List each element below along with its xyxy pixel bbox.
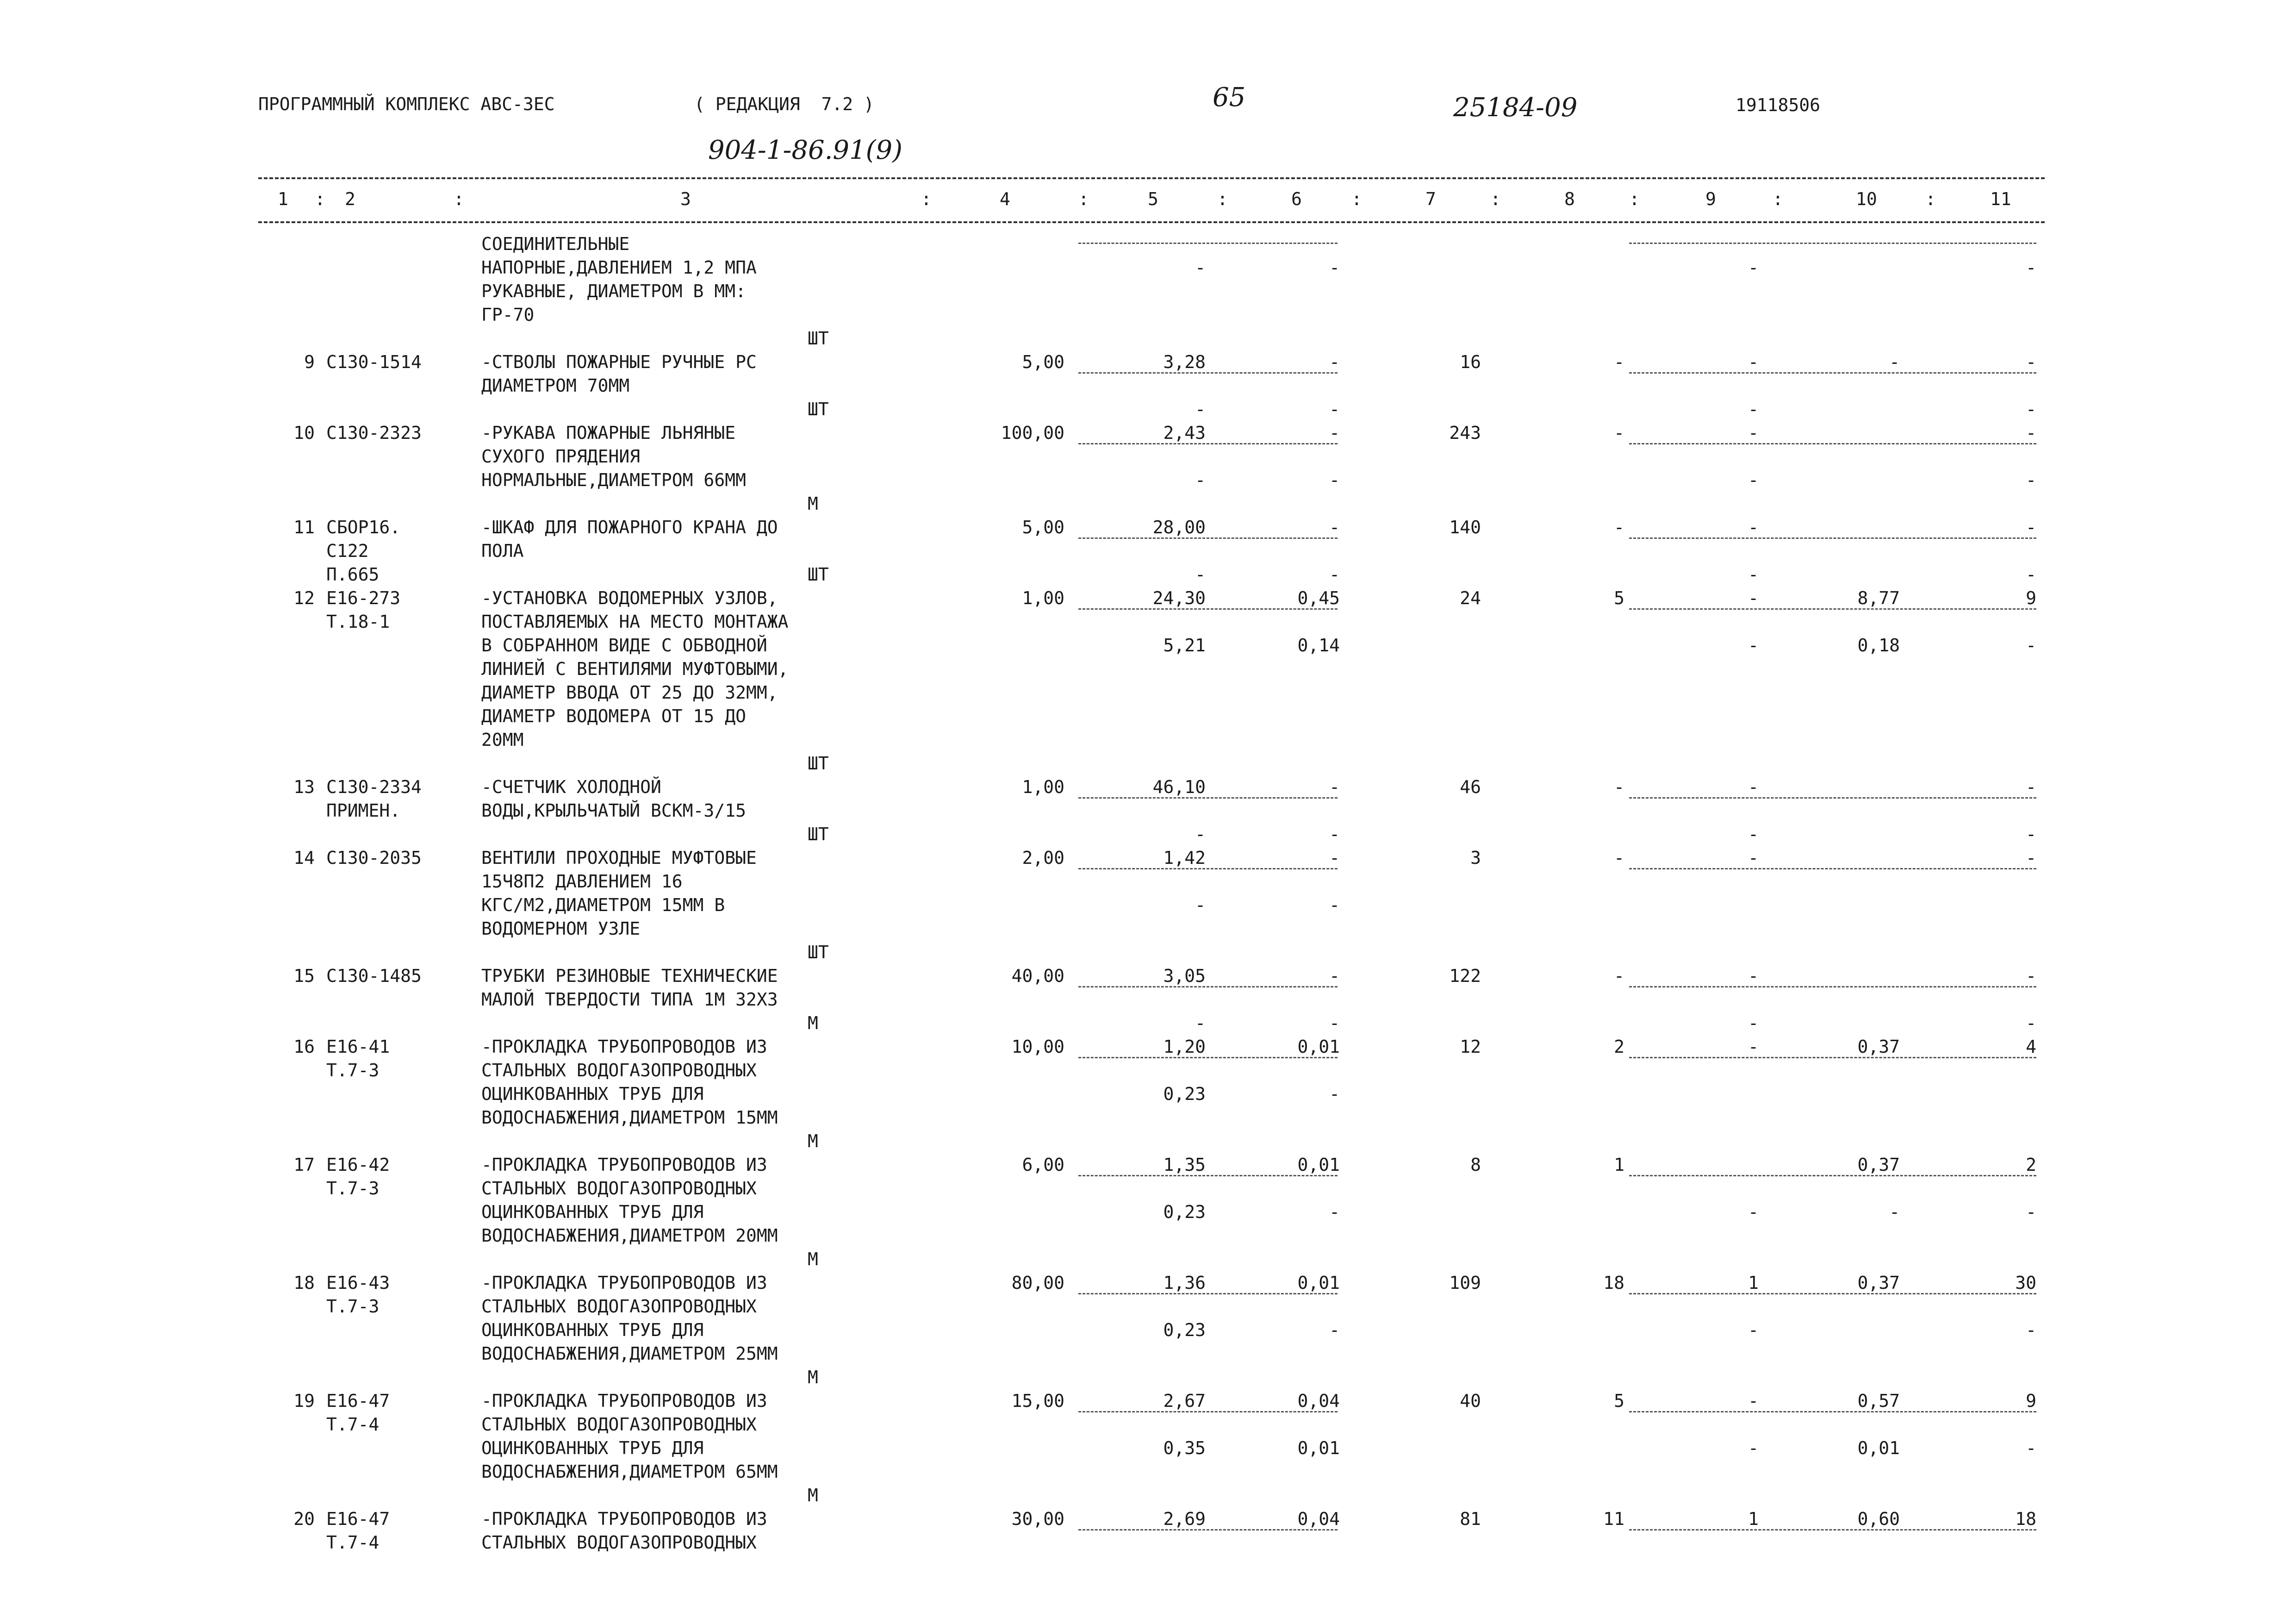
- value-cell-9: -: [1748, 517, 1759, 537]
- sub-rule: [1629, 986, 2036, 987]
- value-cell-5: 0,23: [1163, 1202, 1206, 1222]
- value-cell-9: -: [1748, 824, 1759, 844]
- value-cell-5: 3,28: [1163, 352, 1206, 372]
- description-line: 15Ч8П2 ДАВЛЕНИЕМ 16: [481, 871, 683, 892]
- rate-code: Е16-42: [326, 1155, 390, 1175]
- row-number: 19: [293, 1391, 315, 1411]
- value-cell-6: 0,45: [1297, 588, 1340, 608]
- header-rule-top: [258, 177, 2045, 179]
- rate-code: С130-2334: [326, 777, 422, 797]
- description-line: М: [808, 493, 818, 514]
- value-cell-11: -: [2026, 777, 2036, 797]
- sub-rule: [1078, 1529, 1338, 1530]
- column-separator: :: [1629, 189, 1640, 209]
- description-line: НАПОРНЫЕ,ДАВЛЕНИЕМ 1,2 МПА: [481, 257, 757, 278]
- sub-rule: [1629, 443, 2036, 444]
- value-cell-8: -: [1614, 517, 1624, 537]
- rate-code: СБОР16.: [326, 517, 401, 537]
- value-cell-6: -: [1329, 824, 1340, 844]
- program-title: ПРОГРАММНЫЙ КОМПЛЕКС АВС-ЗЕС: [258, 94, 555, 114]
- sub-rule: [1629, 1293, 2036, 1294]
- column-separator: :: [1490, 189, 1501, 209]
- doc-code: 25184-09: [1453, 93, 1578, 123]
- rate-code: Т.7-4: [326, 1532, 380, 1553]
- value-cell-11: -: [2026, 1202, 2036, 1222]
- value-cell-11: -: [2026, 352, 2036, 372]
- rate-code: П.665: [326, 564, 380, 585]
- row-number: 16: [293, 1037, 315, 1057]
- description-line: ВОДОСНАБЖЕНИЯ,ДИАМЕТРОМ 20ММ: [481, 1225, 778, 1246]
- value-cell-10: 0,37: [1857, 1037, 1900, 1057]
- value-cell-6: -: [1329, 777, 1340, 797]
- value-cell-5: -: [1195, 564, 1206, 585]
- description-line: ДИАМЕТРОМ 70ММ: [481, 375, 630, 396]
- sub-rule: [1078, 1057, 1338, 1058]
- quantity-cell: 100,00: [1001, 423, 1064, 443]
- description-line: М: [808, 1249, 818, 1269]
- sub-rule: [1629, 797, 2036, 799]
- value-cell-7: 109: [1449, 1273, 1481, 1293]
- description-line: -ПРОКЛАДКА ТРУБОПРОВОДОВ ИЗ: [481, 1509, 767, 1529]
- rate-code: Е16-41: [326, 1037, 390, 1057]
- sub-rule: [1078, 1293, 1338, 1294]
- row-number: 12: [293, 588, 315, 608]
- value-cell-5: 0,23: [1163, 1084, 1206, 1104]
- value-cell-9: -: [1748, 470, 1759, 490]
- description-line: СТАЛЬНЫХ ВОДОГАЗОПРОВОДНЫХ: [481, 1414, 757, 1435]
- row-number: 10: [293, 423, 315, 443]
- value-cell-5: 2,43: [1163, 423, 1206, 443]
- rate-code: ПРИМЕН.: [326, 800, 401, 821]
- value-cell-6: -: [1329, 352, 1340, 372]
- rate-code: Т.18-1: [326, 612, 390, 632]
- value-cell-10: 0,37: [1857, 1155, 1900, 1175]
- row-number: 18: [293, 1273, 315, 1293]
- sub-rule: [1629, 608, 2036, 610]
- description-line: ШТ: [808, 753, 829, 774]
- value-cell-7: 24: [1460, 588, 1481, 608]
- value-cell-7: 40: [1460, 1391, 1481, 1411]
- value-cell-8: -: [1614, 848, 1624, 868]
- value-cell-5: 28,00: [1152, 517, 1206, 537]
- description-line: М: [808, 1367, 818, 1387]
- rate-code: Т.7-3: [326, 1178, 380, 1199]
- row-number: 13: [293, 777, 315, 797]
- description-line: -ПРОКЛАДКА ТРУБОПРОВОДОВ ИЗ: [481, 1391, 767, 1411]
- value-cell-5: -: [1195, 257, 1206, 278]
- quantity-cell: 30,00: [1011, 1509, 1064, 1529]
- description-line: ОЦИНКОВАННЫХ ТРУБ ДЛЯ: [481, 1202, 704, 1222]
- value-cell-10: 0,01: [1857, 1438, 1900, 1458]
- description-line: ШТ: [808, 564, 829, 585]
- value-cell-5: 0,23: [1163, 1320, 1206, 1340]
- sub-rule: [1629, 1529, 2036, 1530]
- value-cell-10: 8,77: [1857, 588, 1900, 608]
- value-cell-9: -: [1748, 1037, 1759, 1057]
- description-line: КГС/М2,ДИАМЕТРОМ 15ММ В: [481, 895, 725, 915]
- sub-rule: [1078, 1411, 1338, 1412]
- value-cell-5: 5,21: [1163, 635, 1206, 656]
- value-cell-10: 0,57: [1857, 1391, 1900, 1411]
- description-line: ТРУБКИ РЕЗИНОВЫЕ ТЕХНИЧЕСКИЕ: [481, 966, 778, 986]
- value-cell-10: 0,18: [1857, 635, 1900, 656]
- description-line: ВОДОСНАБЖЕНИЯ,ДИАМЕТРОМ 25ММ: [481, 1343, 778, 1364]
- description-line: МАЛОЙ ТВЕРДОСТИ ТИПА 1М 32Х3: [481, 989, 778, 1010]
- sub-rule: [1078, 537, 1338, 539]
- description-line: ДИАМЕТР ВОДОМЕРА ОТ 15 ДО: [481, 706, 746, 726]
- value-cell-9: -: [1748, 423, 1759, 443]
- column-header-7: 7: [1425, 189, 1436, 209]
- value-cell-11: -: [2026, 1438, 2036, 1458]
- value-cell-6: 0,01: [1297, 1438, 1340, 1458]
- row-number: 14: [293, 848, 315, 868]
- column-header-2: 2: [345, 189, 355, 209]
- value-cell-8: 5: [1614, 588, 1624, 608]
- value-cell-11: -: [2026, 257, 2036, 278]
- description-line: ПОЛА: [481, 541, 524, 561]
- description-line: НОРМАЛЬНЫЕ,ДИАМЕТРОМ 66ММ: [481, 470, 746, 490]
- value-cell-6: -: [1329, 1013, 1340, 1033]
- description-line: -ПРОКЛАДКА ТРУБОПРОВОДОВ ИЗ: [481, 1155, 767, 1175]
- value-cell-9: -: [1748, 777, 1759, 797]
- rate-code: С130-2323: [326, 423, 422, 443]
- value-cell-11: -: [2026, 966, 2036, 986]
- quantity-cell: 1,00: [1022, 777, 1064, 797]
- column-separator: :: [1773, 189, 1783, 209]
- value-cell-10: -: [1889, 1202, 1900, 1222]
- value-cell-11: -: [2026, 470, 2036, 490]
- column-header-1: 1: [278, 189, 288, 209]
- quantity-cell: 1,00: [1022, 588, 1064, 608]
- column-separator: :: [454, 189, 464, 209]
- column-header-5: 5: [1148, 189, 1158, 209]
- value-cell-8: -: [1614, 423, 1624, 443]
- description-line: М: [808, 1013, 818, 1033]
- rate-code: Т.7-4: [326, 1414, 380, 1435]
- description-line: М: [808, 1485, 818, 1505]
- value-cell-9: -: [1748, 352, 1759, 372]
- column-header-8: 8: [1564, 189, 1575, 209]
- description-line: РУКАВНЫЕ, ДИАМЕТРОМ В ММ:: [481, 281, 746, 301]
- value-cell-11: 9: [2026, 1391, 2036, 1411]
- value-cell-6: 0,01: [1297, 1037, 1340, 1057]
- value-cell-11: 4: [2026, 1037, 2036, 1057]
- sub-rule: [1629, 1411, 2036, 1412]
- value-cell-11: -: [2026, 848, 2036, 868]
- description-line: ВОДЫ,КРЫЛЬЧАТЫЙ ВСКМ-3/15: [481, 800, 746, 821]
- description-line: СУХОГО ПРЯДЕНИЯ: [481, 446, 641, 467]
- description-line: ШТ: [808, 942, 829, 962]
- value-cell-6: -: [1329, 848, 1340, 868]
- description-line: В СОБРАННОМ ВИДЕ С ОБВОДНОЙ: [481, 635, 767, 656]
- value-cell-11: -: [2026, 517, 2036, 537]
- column-header-11: 11: [1990, 189, 2011, 209]
- sub-rule: [1078, 868, 1338, 869]
- sub-rule: [1078, 608, 1338, 610]
- value-cell-9: -: [1748, 966, 1759, 986]
- sub-rule: [1629, 868, 2036, 869]
- sub-rule: [1629, 372, 2036, 374]
- value-cell-5: 1,36: [1163, 1273, 1206, 1293]
- value-cell-5: 46,10: [1152, 777, 1206, 797]
- description-line: ДИАМЕТР ВВОДА ОТ 25 ДО 32ММ,: [481, 682, 778, 703]
- value-cell-7: 122: [1449, 966, 1481, 986]
- value-cell-6: -: [1329, 470, 1340, 490]
- value-cell-6: 0,04: [1297, 1391, 1340, 1411]
- value-cell-5: -: [1195, 1013, 1206, 1033]
- quantity-cell: 5,00: [1022, 517, 1064, 537]
- value-cell-5: -: [1195, 470, 1206, 490]
- column-header-3: 3: [680, 189, 691, 209]
- quantity-cell: 15,00: [1011, 1391, 1064, 1411]
- page-number: 65: [1213, 82, 1246, 112]
- sub-rule: [1078, 986, 1338, 987]
- description-line: -УСТАНОВКА ВОДОМЕРНЫХ УЗЛОВ,: [481, 588, 778, 608]
- value-cell-9: -: [1748, 1438, 1759, 1458]
- value-cell-8: 2: [1614, 1037, 1624, 1057]
- value-cell-6: -: [1329, 1084, 1340, 1104]
- edition-label: ( РЕДАКЦИЯ 7.2 ): [694, 94, 874, 114]
- value-cell-6: 0,01: [1297, 1155, 1340, 1175]
- column-separator: :: [1217, 189, 1228, 209]
- column-header-6: 6: [1291, 189, 1302, 209]
- description-line: ОЦИНКОВАННЫХ ТРУБ ДЛЯ: [481, 1084, 704, 1104]
- column-separator: :: [1078, 189, 1089, 209]
- description-line: -РУКАВА ПОЖАРНЫЕ ЛЬНЯНЫЕ: [481, 423, 736, 443]
- value-cell-11: 18: [2015, 1509, 2036, 1529]
- value-cell-10: 0,60: [1857, 1509, 1900, 1529]
- value-cell-7: 81: [1460, 1509, 1481, 1529]
- value-cell-7: 46: [1460, 777, 1481, 797]
- description-line: ЛИНИЕЙ С ВЕНТИЛЯМИ МУФТОВЫМИ,: [481, 659, 789, 679]
- rate-code: С122: [326, 541, 369, 561]
- value-cell-8: 5: [1614, 1391, 1624, 1411]
- value-cell-6: -: [1329, 423, 1340, 443]
- value-cell-5: -: [1195, 895, 1206, 915]
- value-cell-6: 0,01: [1297, 1273, 1340, 1293]
- value-cell-11: 9: [2026, 588, 2036, 608]
- rate-code: С130-2035: [326, 848, 422, 868]
- value-cell-5: 24,30: [1152, 588, 1206, 608]
- column-header-10: 10: [1856, 189, 1877, 209]
- row-number: 17: [293, 1155, 315, 1175]
- sub-rule: [1629, 243, 2036, 244]
- value-cell-9: -: [1748, 1320, 1759, 1340]
- value-cell-7: 3: [1470, 848, 1481, 868]
- value-cell-9: -: [1748, 1202, 1759, 1222]
- value-cell-9: -: [1748, 635, 1759, 656]
- value-cell-6: -: [1329, 895, 1340, 915]
- description-line: ВЕНТИЛИ ПРОХОДНЫЕ МУФТОВЫЕ: [481, 848, 757, 868]
- description-line: -СТВОЛЫ ПОЖАРНЫЕ РУЧНЫЕ РС: [481, 352, 757, 372]
- value-cell-9: -: [1748, 1391, 1759, 1411]
- value-cell-7: 16: [1460, 352, 1481, 372]
- value-cell-9: -: [1748, 588, 1759, 608]
- value-cell-8: -: [1614, 777, 1624, 797]
- row-number: 20: [293, 1509, 315, 1529]
- description-line: ОЦИНКОВАННЫХ ТРУБ ДЛЯ: [481, 1320, 704, 1340]
- value-cell-9: -: [1748, 564, 1759, 585]
- sub-rule: [1078, 443, 1338, 444]
- description-line: 20ММ: [481, 730, 524, 750]
- value-cell-5: 1,42: [1163, 848, 1206, 868]
- value-cell-5: 1,35: [1163, 1155, 1206, 1175]
- value-cell-5: 0,35: [1163, 1438, 1206, 1458]
- quantity-cell: 10,00: [1011, 1037, 1064, 1057]
- description-line: СТАЛЬНЫХ ВОДОГАЗОПРОВОДНЫХ: [481, 1060, 757, 1081]
- sub-rule: [1078, 243, 1338, 244]
- value-cell-5: 1,20: [1163, 1037, 1206, 1057]
- rate-code: Е16-273: [326, 588, 401, 608]
- description-line: СОЕДИНИТЕЛЬНЫЕ: [481, 234, 630, 254]
- description-line: -ПРОКЛАДКА ТРУБОПРОВОДОВ ИЗ: [481, 1037, 767, 1057]
- description-line: ВОДОСНАБЖЕНИЯ,ДИАМЕТРОМ 15ММ: [481, 1107, 778, 1128]
- value-cell-8: 1: [1614, 1155, 1624, 1175]
- value-cell-7: 140: [1449, 517, 1481, 537]
- value-cell-11: -: [2026, 399, 2036, 419]
- rate-code: Т.7-3: [326, 1296, 380, 1317]
- sub-rule: [1078, 797, 1338, 799]
- description-line: ПОСТАВЛЯЕМЫХ НА МЕСТО МОНТАЖА: [481, 612, 789, 632]
- quantity-cell: 6,00: [1022, 1155, 1064, 1175]
- value-cell-9: -: [1748, 399, 1759, 419]
- value-cell-11: -: [2026, 1320, 2036, 1340]
- rate-code: С130-1514: [326, 352, 422, 372]
- row-number: 15: [293, 966, 315, 986]
- sub-rule: [1078, 372, 1338, 374]
- value-cell-6: 0,14: [1297, 635, 1340, 656]
- value-cell-10: 0,37: [1857, 1273, 1900, 1293]
- value-cell-6: -: [1329, 966, 1340, 986]
- sub-rule: [1629, 1057, 2036, 1058]
- value-cell-5: 2,69: [1163, 1509, 1206, 1529]
- value-cell-11: 2: [2026, 1155, 2036, 1175]
- value-cell-6: 0,04: [1297, 1509, 1340, 1529]
- value-cell-5: 3,05: [1163, 966, 1206, 986]
- description-line: ШТ: [808, 328, 829, 349]
- value-cell-11: -: [2026, 564, 2036, 585]
- value-cell-7: 8: [1470, 1155, 1481, 1175]
- column-header-9: 9: [1705, 189, 1716, 209]
- rate-code: Т.7-3: [326, 1060, 380, 1081]
- value-cell-8: -: [1614, 352, 1624, 372]
- value-cell-6: -: [1329, 257, 1340, 278]
- description-line: СТАЛЬНЫХ ВОДОГАЗОПРОВОДНЫХ: [481, 1178, 757, 1199]
- value-cell-8: -: [1614, 966, 1624, 986]
- doc-id: 19118506: [1736, 95, 1821, 115]
- value-cell-5: -: [1195, 824, 1206, 844]
- quantity-cell: 40,00: [1011, 966, 1064, 986]
- quantity-cell: 80,00: [1011, 1273, 1064, 1293]
- description-line: ШТ: [808, 399, 829, 419]
- value-cell-6: -: [1329, 399, 1340, 419]
- value-cell-11: -: [2026, 423, 2036, 443]
- rate-code: Е16-43: [326, 1273, 390, 1293]
- description-line: -СЧЕТЧИК ХОЛОДНОЙ: [481, 777, 661, 797]
- sub-rule: [1078, 1175, 1338, 1176]
- row-number: 11: [293, 517, 315, 537]
- value-cell-11: -: [2026, 824, 2036, 844]
- column-separator: :: [315, 189, 325, 209]
- row-number: 9: [304, 352, 315, 372]
- column-separator: :: [1925, 189, 1936, 209]
- column-header-4: 4: [1000, 189, 1010, 209]
- description-line: ОЦИНКОВАННЫХ ТРУБ ДЛЯ: [481, 1438, 704, 1458]
- value-cell-9: -: [1748, 1013, 1759, 1033]
- column-separator: :: [921, 189, 932, 209]
- value-cell-5: -: [1195, 399, 1206, 419]
- rate-code: С130-1485: [326, 966, 422, 986]
- value-cell-7: 12: [1460, 1037, 1481, 1057]
- description-line: ВОДОМЕРНОМ УЗЛЕ: [481, 918, 641, 939]
- value-cell-11: -: [2026, 1013, 2036, 1033]
- rate-code: Е16-47: [326, 1391, 390, 1411]
- quantity-cell: 5,00: [1022, 352, 1064, 372]
- description-line: -ШКАФ ДЛЯ ПОЖАРНОГО КРАНА ДО: [481, 517, 778, 537]
- value-cell-9: -: [1748, 848, 1759, 868]
- description-line: ШТ: [808, 824, 829, 844]
- description-line: М: [808, 1131, 818, 1151]
- description-line: -ПРОКЛАДКА ТРУБОПРОВОДОВ ИЗ: [481, 1273, 767, 1293]
- value-cell-8: 18: [1603, 1273, 1624, 1293]
- rate-code: Е16-47: [326, 1509, 390, 1529]
- sub-rule: [1629, 1175, 2036, 1176]
- value-cell-9: -: [1748, 257, 1759, 278]
- value-cell-6: -: [1329, 517, 1340, 537]
- sub-rule: [1629, 537, 2036, 539]
- description-line: ВОДОСНАБЖЕНИЯ,ДИАМЕТРОМ 65ММ: [481, 1462, 778, 1482]
- description-line: СТАЛЬНЫХ ВОДОГАЗОПРОВОДНЫХ: [481, 1296, 757, 1317]
- value-cell-7: 243: [1449, 423, 1481, 443]
- value-cell-11: 30: [2015, 1273, 2036, 1293]
- value-cell-9: 1: [1748, 1273, 1759, 1293]
- value-cell-9: 1: [1748, 1509, 1759, 1529]
- value-cell-6: -: [1329, 1202, 1340, 1222]
- project-code: 904-1-86.91(9): [708, 135, 902, 165]
- value-cell-6: -: [1329, 564, 1340, 585]
- value-cell-10: -: [1889, 352, 1900, 372]
- header-rule-bottom: [258, 221, 2045, 223]
- value-cell-8: 11: [1603, 1509, 1624, 1529]
- value-cell-6: -: [1329, 1320, 1340, 1340]
- value-cell-5: 2,67: [1163, 1391, 1206, 1411]
- column-separator: :: [1351, 189, 1362, 209]
- quantity-cell: 2,00: [1022, 848, 1064, 868]
- value-cell-11: -: [2026, 635, 2036, 656]
- description-line: ГР-70: [481, 305, 535, 325]
- description-line: СТАЛЬНЫХ ВОДОГАЗОПРОВОДНЫХ: [481, 1532, 757, 1553]
